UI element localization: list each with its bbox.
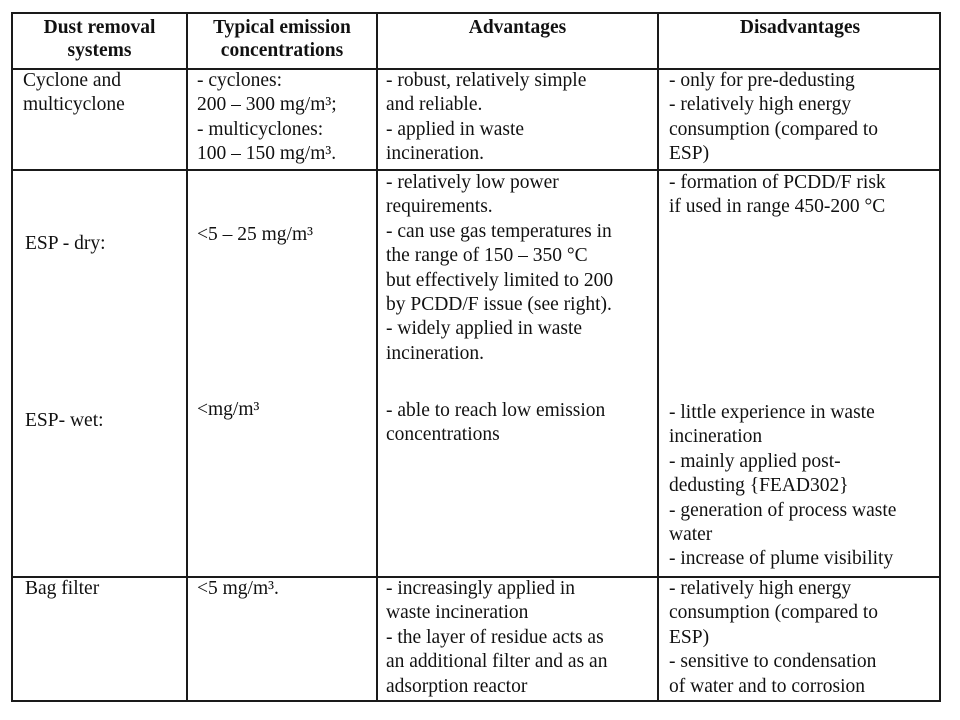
- row-cyclone-disadvantages: - only for pre-dedusting - relatively high energy consumption (compared to ESP): [669, 70, 879, 165]
- row-esp-wet-concentration: <mg/m³: [197, 399, 260, 420]
- row-bag-filter-disadvantages: - relatively high energy consumption (compared to ESP) - sensitive to condensation of water and to corrosion: [669, 578, 879, 697]
- column-divider: [376, 14, 378, 700]
- row-esp-dry-system: ESP - dry:: [25, 233, 106, 254]
- row-esp-dry-concentration: <5 – 25 mg/m³: [197, 224, 313, 245]
- row-bag-filter-advantages: - increasingly applied in waste incineration - the layer of residue acts as an additional filter and as an adsorption reactor: [386, 578, 608, 697]
- column-divider: [657, 14, 659, 700]
- column-divider: [186, 14, 188, 700]
- row-bag-filter-system: Bag filter: [25, 578, 100, 599]
- row-esp-wet-disadvantages: - little experience in waste incineration - mainly applied post- dedusting {FEAD302} - generation of process waste water - increase of plume visibility: [669, 402, 897, 570]
- header-dust-removal-systems: Dust removal systems: [43, 17, 156, 61]
- row-bag-filter-concentration: <5 mg/m³.: [197, 578, 279, 599]
- row-cyclone-system: Cyclone and multicyclone: [23, 70, 125, 116]
- header-advantages: Advantages: [468, 17, 567, 38]
- comparison-table: [11, 12, 941, 702]
- row-esp-wet-advantages: - able to reach low emission concentrations: [386, 400, 606, 446]
- row-esp-wet-system: ESP- wet:: [25, 410, 104, 431]
- header-disadvantages: Disadvantages: [739, 17, 861, 38]
- row-esp-dry-disadvantages: - formation of PCDD/F risk if used in range 450-200 °C: [669, 172, 886, 218]
- row-esp-dry-advantages: - relatively low power requirements. - can use gas temperatures in the range of 150 – 350 °C but effectively limited to 200 by PCDD/F issue (see right). - widely applied in waste incineration.: [386, 172, 614, 364]
- row-cyclone-concentration: - cyclones: 200 – 300 mg/m³; - multicyclones: 100 – 150 mg/m³.: [197, 70, 337, 165]
- header-typical-emission-concentrations: Typical emission concentrations: [213, 17, 351, 61]
- row-cyclone-advantages: - robust, relatively simple and reliable. - applied in waste incineration.: [386, 70, 587, 165]
